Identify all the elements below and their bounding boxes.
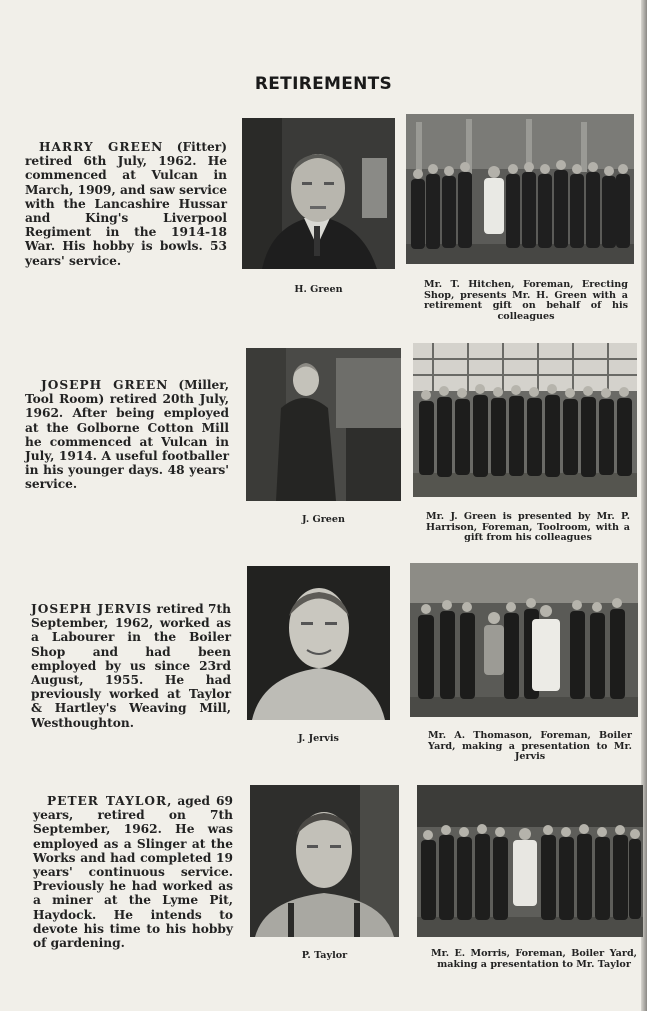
portrait-photo-h-green [242, 118, 395, 269]
bio-joseph-green [25, 378, 229, 492]
portrait-photo-p-taylor [250, 785, 399, 937]
group-caption: Mr. J. Green is presented by Mr. P. Harrison, Foreman, Toolroom, with a gift from his colleagues [426, 511, 630, 543]
group-photo-p-taylor [417, 785, 643, 937]
group-caption: Mr. E. Morris, Foreman, Boiler Yard, making a presentation to Mr. Taylor [431, 948, 637, 970]
bio-name: JOSEPH JERVIS [31, 602, 153, 616]
bio-text: (Miller, Tool Room) retired 20th July, 1962. After being employed at the Golborne Cotton Mill he commenced at Vulcan in July, 1914. A useful footballer in his younger days. 48 years' service. [25, 378, 230, 492]
bio-harry-green [25, 140, 227, 268]
portrait-caption: J. Jervis [298, 733, 339, 744]
portrait-photo-j-jervis [247, 566, 390, 720]
group-photo-j-jervis [410, 563, 638, 717]
bio-peter-taylor [33, 794, 233, 950]
bio-text: (Fitter) retired 6th July, 1962. He commenced at Vulcan in March, 1909, and saw service with the Lancashire Hussar and King's Liverpool Regiment in the 1914-18 War. His hobby is bowls. 53 years' service. [25, 140, 227, 268]
portrait-caption: H. Green [294, 284, 343, 295]
bio-name: JOSEPH GREEN [41, 378, 169, 392]
group-photo-h-green [406, 114, 634, 264]
portrait-photo-j-green [246, 348, 401, 501]
group-photo-j-green [413, 343, 637, 497]
group-caption: Mr. A. Thomason, Foreman, Boiler Yard, making a presentation to Mr. Jervis [428, 730, 632, 762]
bio-name: HARRY GREEN [39, 140, 164, 154]
group-caption: Mr. T. Hitchen, Foreman, Erecting Shop, presents Mr. H. Green with a retirement gift on behalf of his colleagues [424, 279, 628, 322]
bio-name: PETER TAYLOR [47, 794, 168, 808]
bio-text: retired 7th September, 1962, worked as a Labourer in the Boiler Shop and had been employed by us since 23rd August, 1955. He had previously worked at Taylor & Hartley's Weaving Mill, Westhoughton. [31, 602, 231, 730]
page-title: RETIREMENTS [254, 74, 393, 94]
portrait-caption: J. Green [302, 514, 345, 525]
portrait-caption: P. Taylor [301, 950, 348, 961]
bio-text: , aged 69 years, retired on 7th September, 1962. He was employed as a Slinger at the Works and had completed 19 years' continuous service. Previously he had worked as a miner at the Lyme Pit, Haydock. He intends to devote his time to his hobby of gardening. [33, 794, 233, 951]
bio-joseph-jervis [31, 602, 231, 730]
